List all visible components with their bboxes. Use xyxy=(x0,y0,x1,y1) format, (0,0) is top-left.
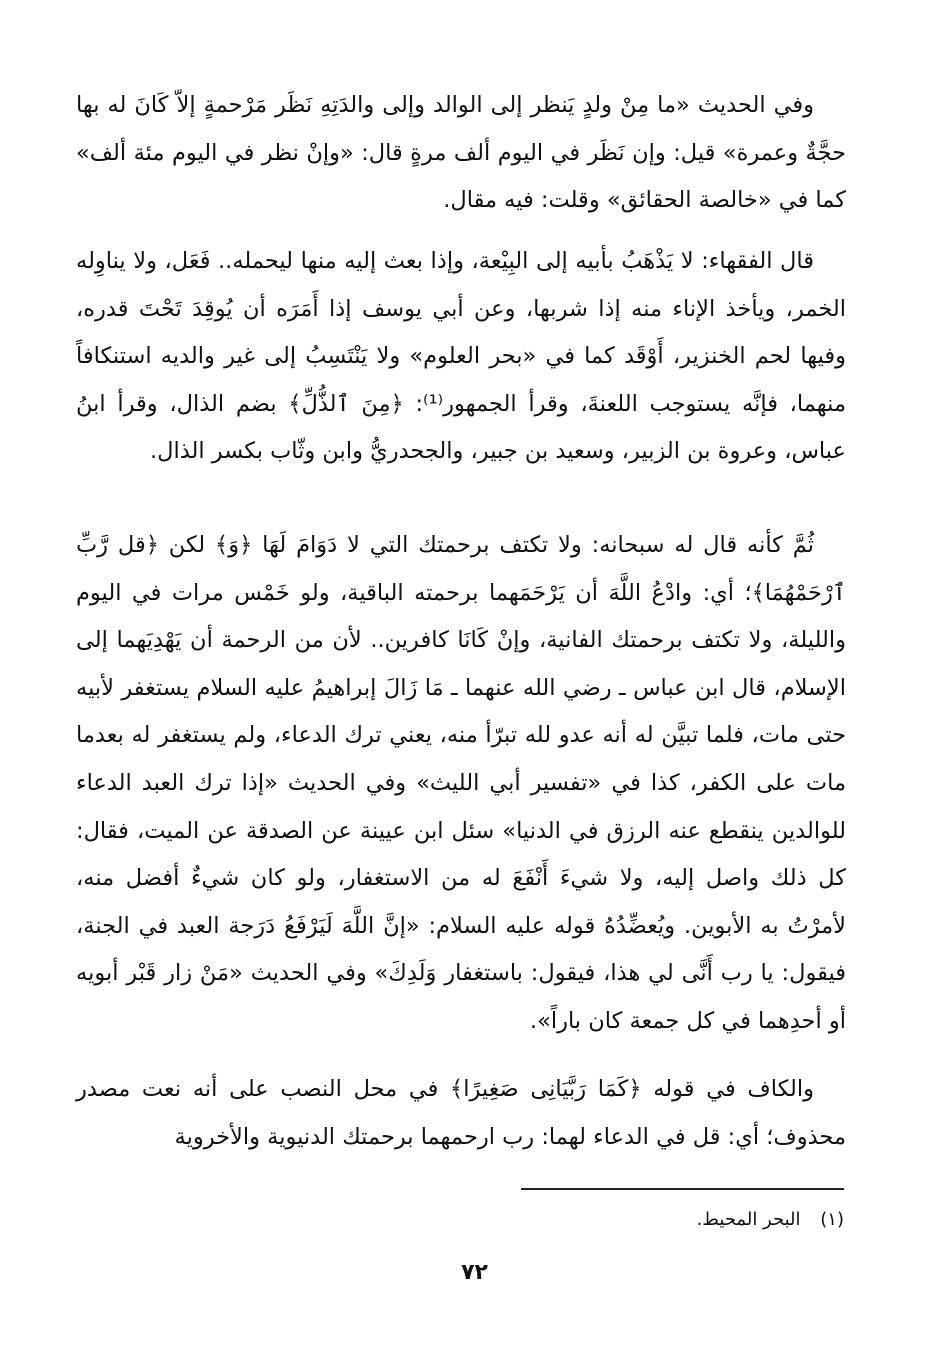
paragraph-text: والكاف في قوله ﴿كَمَا رَبَّيَانِى صَغِيرًا﴾ في محل النصب على أنه نعت مصدر محذوف؛ أي: قل في الدعاء لهما: رب ارحمهما برحمتك الدنيوية والأخروية xyxy=(76,1076,846,1150)
footnote xyxy=(697,1206,844,1234)
footnote-divider xyxy=(521,1188,844,1190)
footnote-number: (١) xyxy=(820,1209,844,1230)
footnote-text: البحر المحيط. xyxy=(696,1209,801,1230)
paragraph-text: ثُمَّ كأنه قال له سبحانه: ولا تكتف برحمتك التي لا دَوَامَ لَهَا ﴿وَ﴾ لكن ﴿قل رَّبِّ ٱرْحَمْهُمَا﴾؛ أي: وادْعُ اللَّهَ أن يَرْحَمَهما برحمته الباقية، ولو خَمْس مرات في اليوم والليلة، ولا تكتف برحمتك الفانية، وإنْ كَانَا كافرين.. لأن من الرحمة أن يَهْدِيَهما إلى الإسلام، قال ابن عباس ـ رضي الله عنهما ـ مَا زَالَ إبراهيمُ عليه السلام يستغفر لأبيه حتى مات، فلما تبيَّن له أنه عدو لله تبرّأ منه، يعني ترك الدعاء، ولم يستغفر له بعدما مات على الكفر، كذا في «تفسير أبي الليث» وفي الحديث «إذا ترك العبد الدعاء للوالدين ينقطع عنه الرزق في الدنيا» سئل ابن عيينة عن الصدقة عن الميت، فقال: كل ذلك واصل إليه، ولا شيءَ أَنْفَعَ له من الاستغفار، ولو كان شيءٌ أفضل منه، لأمرْتُ به الأبوين. ويُعضِّدُهُ قوله عليه السلام: «إنَّ اللَّهَ لَيَرْفَعُ دَرَجة العبد في الجنة، فيقول: يا رب أَنَّى لي هذا، فيقول: باستغفار وَلَدِكَ» وفي الحديث «مَنْ زار قَبْر أبويه أو أحدِهما في كل جمعة كان باراً». xyxy=(76,532,846,1034)
paragraph-hadith-gaze xyxy=(76,82,846,225)
page-number: ٧٢ xyxy=(461,1260,488,1285)
paragraph-text: وفي الحديث «ما مِنْ ولدٍ يَنظر إلى الوالد وإلى والدَتِهِ نَظَر مَرْحمةٍ إلاّ كَانَ له بها حجَّةٌ وعمرة» قيل: وإن نَظَر في اليوم ألف مرةٍ قال: «وإنْ نظر في اليوم مئة ألف» كما في «خالصة الحقائق» وقلت: فيه مقال. xyxy=(76,92,846,214)
paragraph-text: قال الفقهاء: لا يَذْهَبُ بأبيه إلى البِيْعة، وإذا بعث إليه منها ليحمله.. فَعَل، ولا يناوِله الخمر، ويأخذ الإناء منه إذا شربها، وعن أبي يوسف إذا أَمَرَه أن يُوقِدَ تَحْتَ قدره، وفيها لحم الخنزير، أَوْقَد كما في «بحر العلوم» ولا يَنْتَسِبُ إلى غير والديه استنكافاً منهما، فإنَّه يستوجب اللعنةَ، وقرأ الجمهور⁽¹⁾: ﴿مِنَ ٱلذُّلِّ﴾ بضم الذال، وقرأ ابنُ عباس، وعروة بن الزبير، وسعيد بن جبير، والجحدريُّ وابن وثّاب بكسر الذال. xyxy=(76,248,846,465)
paragraph-fuqaha xyxy=(76,238,846,476)
paragraph-kaf-grammar xyxy=(76,1066,846,1161)
paragraph-supplication xyxy=(76,522,846,1046)
